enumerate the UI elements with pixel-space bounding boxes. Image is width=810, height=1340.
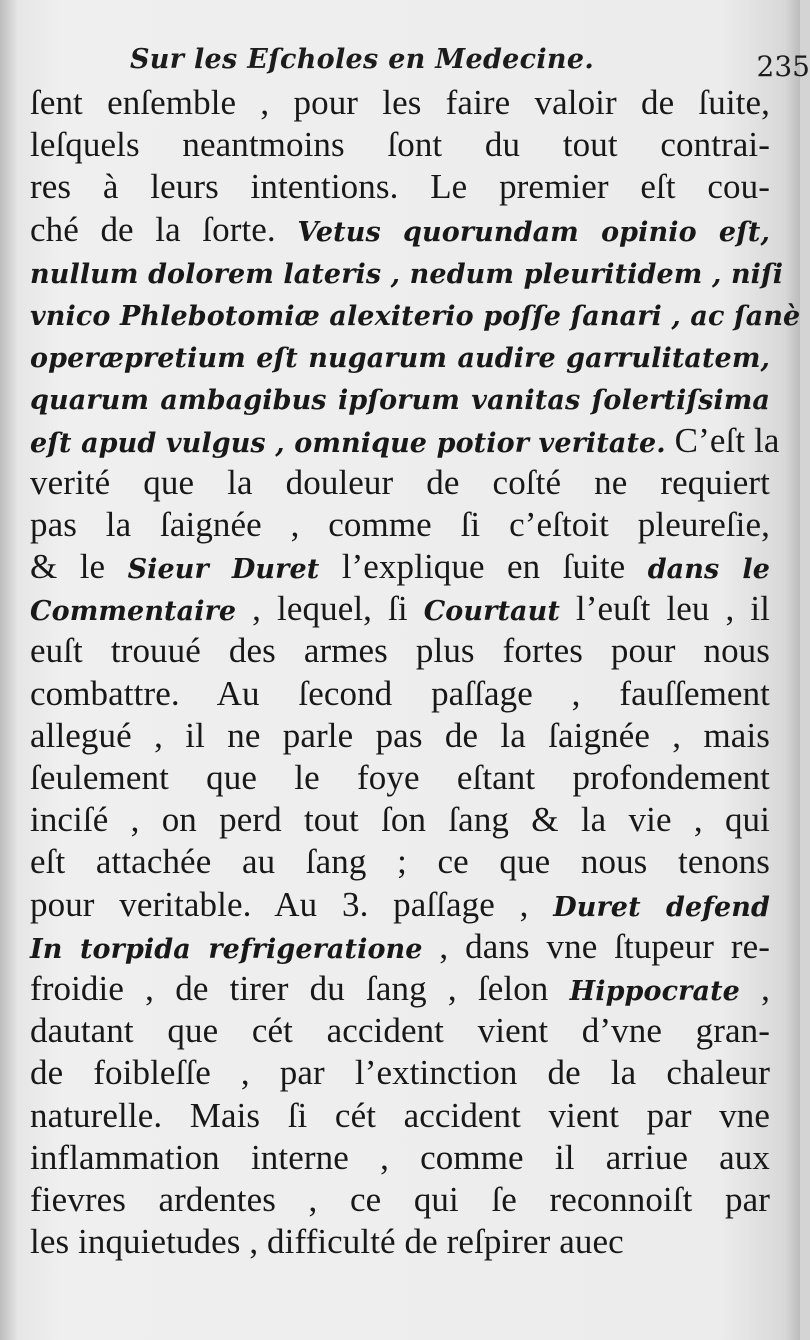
- text-segment: verité que la douleur de coſté ne requiert: [30, 462, 770, 502]
- italic-text-segment: Phlebotomiæ alexiterio poſſe ſanari , ac ſanè: [120, 300, 801, 332]
- text-line: [30, 209, 770, 251]
- body-text: [30, 82, 801, 1263]
- text-segment: inflammation interne , comme il arriue aux: [30, 1137, 770, 1177]
- text-line: [30, 1095, 770, 1137]
- text-line: [30, 462, 770, 504]
- italic-text-segment: Commentaire: [30, 596, 237, 628]
- text-line: [30, 82, 770, 124]
- text-segment: ,: [739, 968, 770, 1008]
- italic-text-segment: Sieur Duret: [127, 554, 320, 586]
- page-number: 235: [756, 50, 810, 83]
- italic-text-segment: Vetus quorundam opinio eſt,: [297, 216, 770, 248]
- text-segment: fievres ardentes , ce qui ſe reconnoiſt par: [30, 1179, 770, 1219]
- text-segment: pour veritable. Au 3. paſſage ,: [30, 884, 554, 924]
- text-segment: eſt attachée au ſang ; ce que nous tenons: [30, 842, 770, 882]
- italic-text-segment: Courtaut: [423, 596, 560, 628]
- text-segment: froidie , de tirer du ſang , ſelon: [30, 968, 570, 1008]
- running-head: [130, 44, 810, 84]
- text-segment: , lequel, ſi: [236, 589, 424, 629]
- text-line: [30, 166, 770, 208]
- text-segment: ſeulement que le foye eſtant profondement: [30, 758, 770, 797]
- text-segment: C’eſt la: [665, 420, 780, 460]
- text-line: [30, 546, 770, 588]
- italic-text-segment: vnico: [30, 300, 121, 332]
- text-line: [30, 968, 770, 1010]
- italic-text-segment: quarum ambagibus ipſorum vanitas ſolertiſsima: [30, 385, 770, 417]
- text-line: [30, 757, 770, 799]
- running-title: Sur les Eſcholes en Medecine.: [130, 44, 595, 75]
- text-segment: res à leurs intentions. Le premier eſt cou-: [30, 167, 770, 207]
- text-line: [30, 335, 770, 377]
- text-segment: les inquietudes , difficulté de reſpirer auec: [30, 1222, 624, 1262]
- text-line: [30, 124, 770, 166]
- text-segment: , dans vne ſtupeur re-: [422, 926, 770, 966]
- text-line: [30, 1221, 770, 1263]
- text-segment: ché de la ſorte.: [30, 209, 298, 249]
- text-segment: & le: [30, 547, 128, 587]
- italic-text-segment: Hippocrate: [569, 975, 740, 1007]
- text-line: [30, 1010, 770, 1052]
- text-line: [30, 420, 780, 462]
- italic-text-segment: eſt apud vulgus , omnique potior veritate.: [30, 427, 666, 459]
- text-line: [30, 1137, 770, 1179]
- text-segment: euſt trouué des armes plus fortes pour nous: [30, 631, 770, 671]
- text-segment: ſent enſemble , pour les faire valoir de ſuite,: [30, 83, 770, 122]
- italic-text-segment: nullum dolorem lateris , nedum pleuritidem , niſi: [30, 258, 784, 290]
- text-line: [30, 377, 770, 419]
- text-segment: l’euſt leu , il: [559, 589, 770, 629]
- italic-text-segment: In torpida refrigeratione: [30, 933, 423, 965]
- text-line: [30, 588, 770, 630]
- text-segment: inciſé , on perd tout ſon ſang & la vie , qui: [30, 800, 770, 840]
- text-line: [30, 1052, 770, 1094]
- text-segment: combattre. Au ſecond paſſage , fauſſement: [30, 673, 770, 713]
- text-line: [30, 841, 770, 883]
- text-segment: leſquels neantmoins ſont du tout contrai-: [30, 125, 770, 165]
- text-line: [30, 884, 770, 926]
- text-line: [30, 251, 784, 293]
- text-segment: allegué , il ne parle pas de la ſaignée , mais: [30, 715, 770, 755]
- text-segment: pas la ſaignée , comme ſi c’eſtoit pleureſie,: [30, 504, 770, 544]
- italic-text-segment: operæpretium eſt nugarum audire garrulitatem,: [30, 343, 770, 375]
- text-line: [30, 673, 770, 715]
- text-line: [30, 1179, 770, 1221]
- text-segment: naturelle. Mais ſi cét accident vient par vne: [30, 1095, 770, 1135]
- text-segment: de foibleſſe , par l’extinction de la chaleur: [30, 1053, 770, 1093]
- text-line: [30, 715, 770, 757]
- italic-text-segment: dans le: [647, 554, 770, 586]
- text-line: [30, 799, 770, 841]
- text-segment: dautant que cét accident vient d’vne gran-: [30, 1011, 770, 1051]
- text-line: [30, 630, 770, 672]
- text-line: [30, 926, 770, 968]
- text-line: [30, 293, 801, 335]
- text-line: [30, 504, 770, 546]
- italic-text-segment: Duret defend: [553, 891, 770, 923]
- text-segment: l’explique en ſuite: [319, 547, 648, 587]
